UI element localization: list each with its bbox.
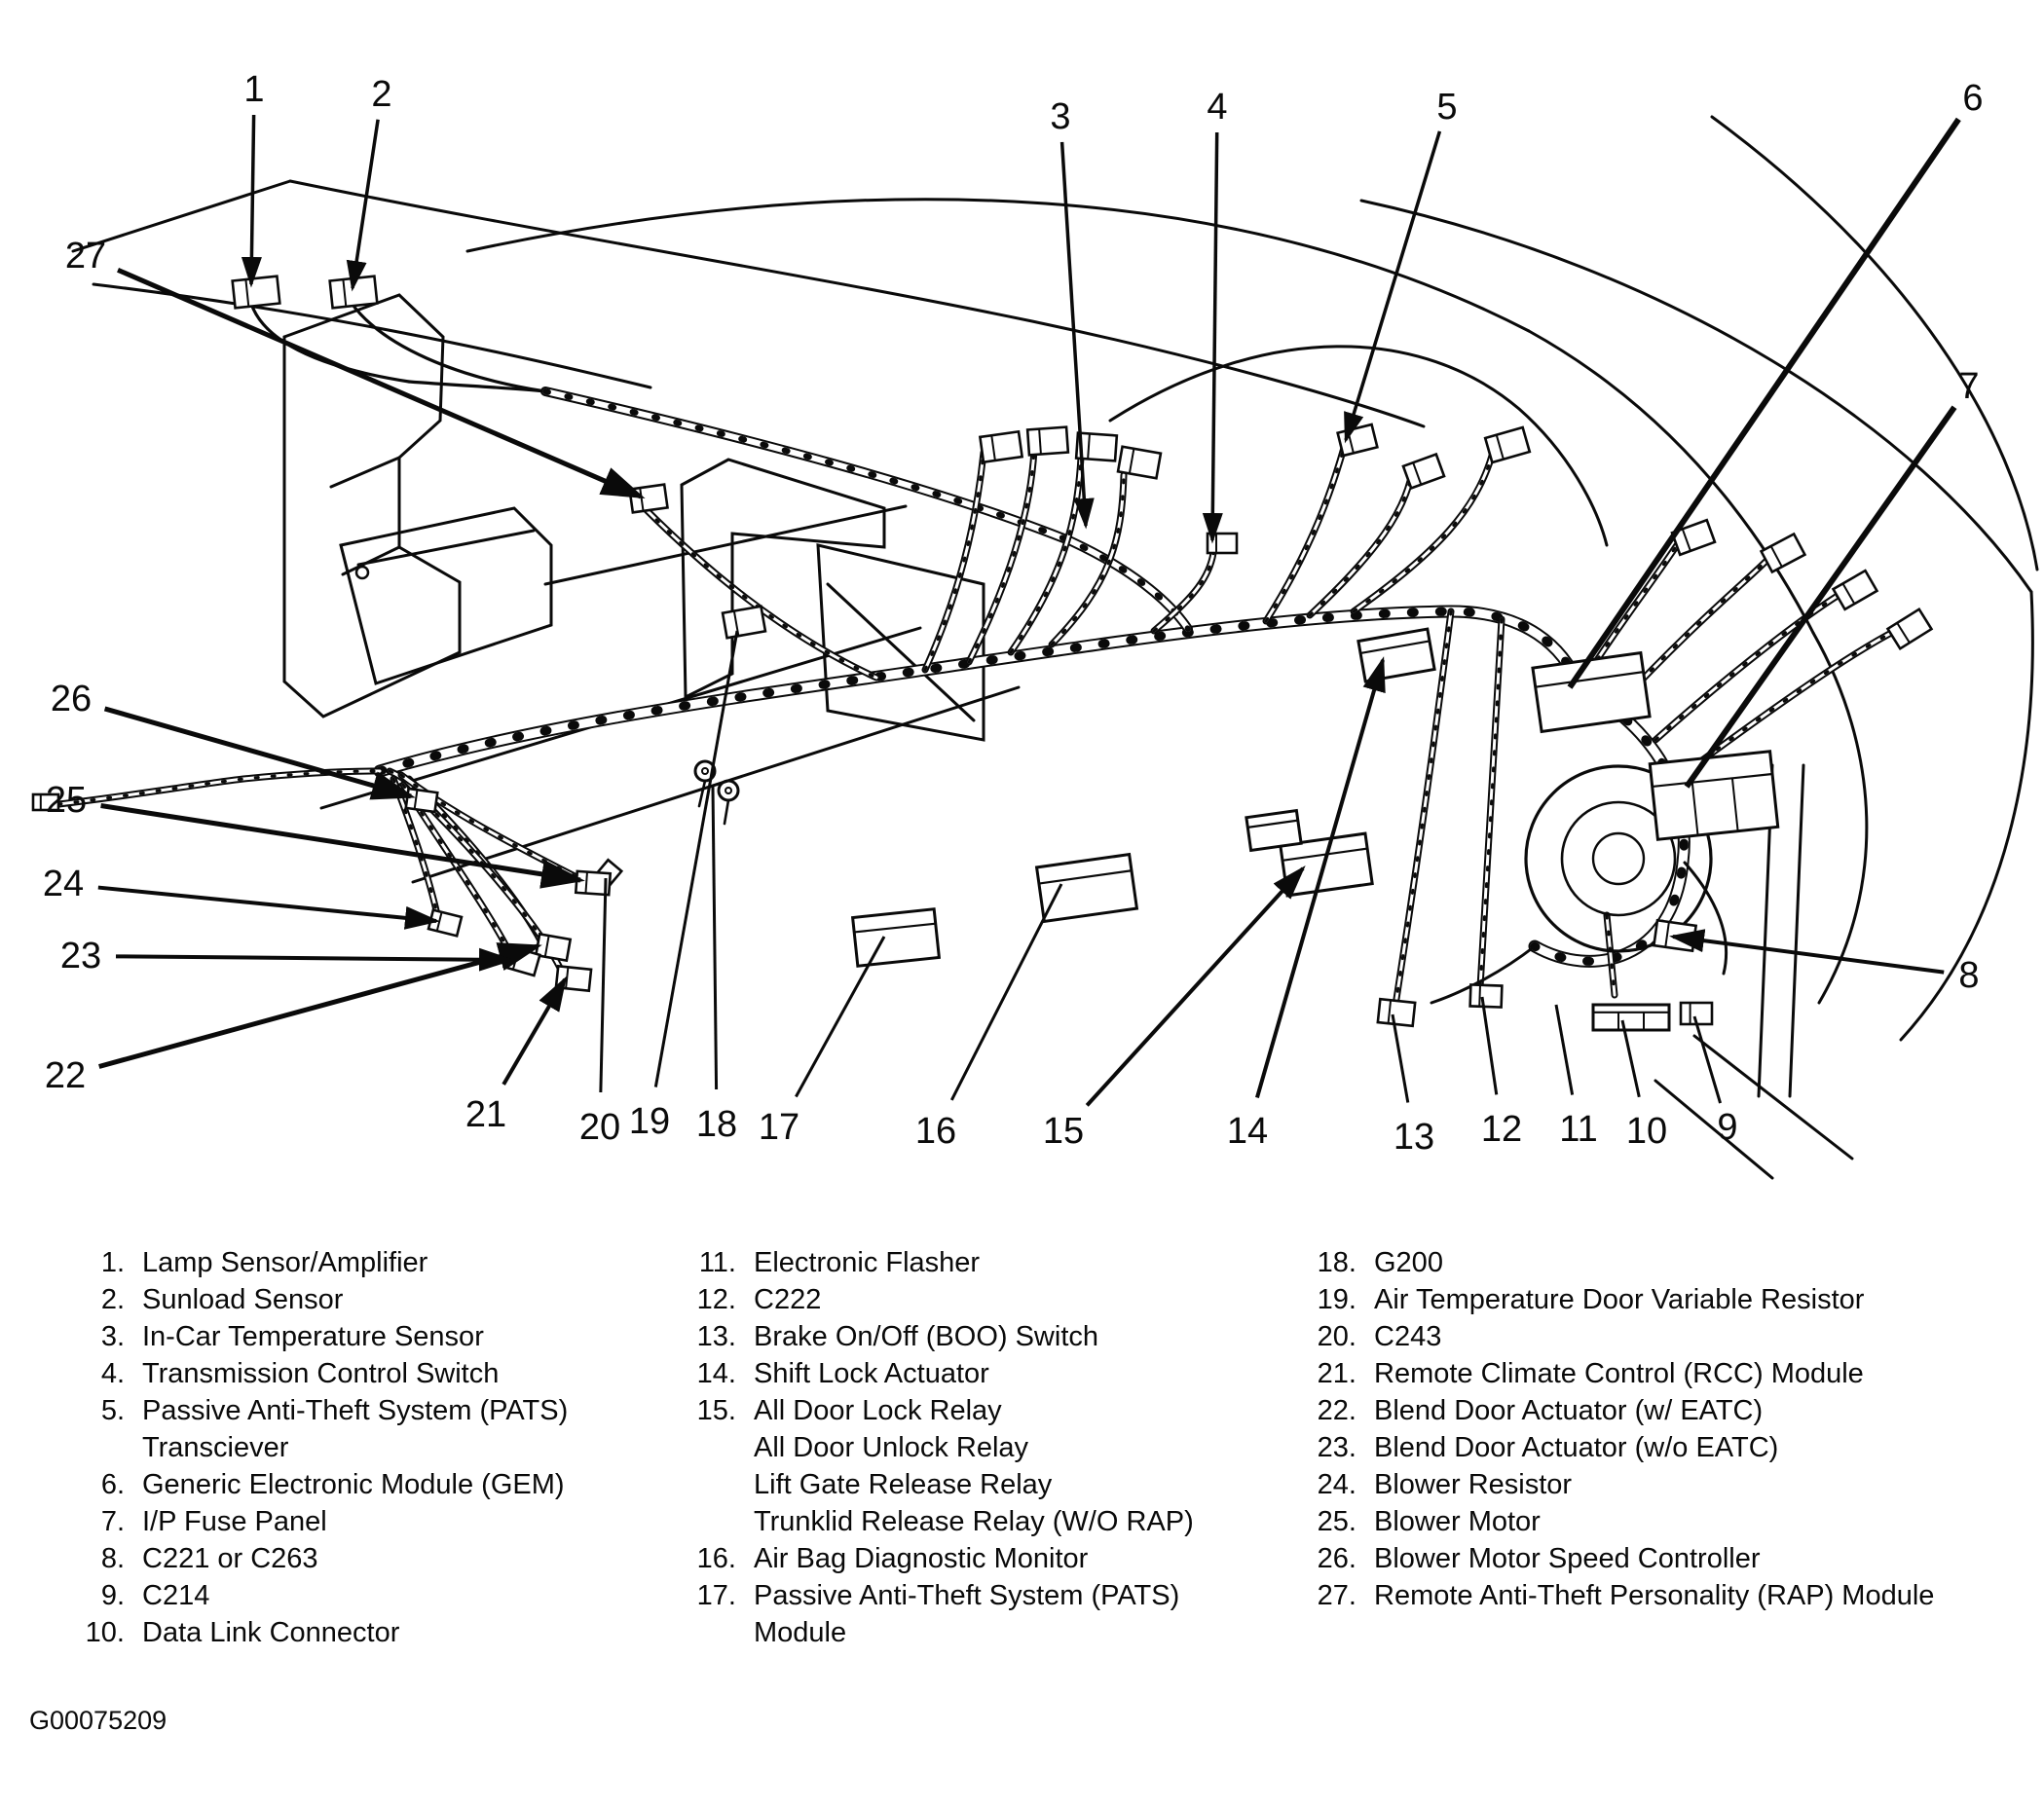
callout-leader-13 xyxy=(1393,1014,1408,1103)
legend-item-label: G200 xyxy=(1374,1247,1443,1278)
legend-item-cont xyxy=(672,1429,1276,1466)
blower-resistor-connector xyxy=(428,910,462,937)
legend-item-19 xyxy=(1290,1281,2030,1318)
legend-item-label: Generic Electronic Module (GEM) xyxy=(142,1469,565,1500)
legend-item-21 xyxy=(1290,1355,2030,1392)
legend-item-number: 1. xyxy=(100,1247,125,1278)
legend-item-label: All Door Unlock Relay xyxy=(754,1432,1029,1463)
legend-item-label: Blower Motor Speed Controller xyxy=(1374,1543,1761,1574)
legend-item-number: 23. xyxy=(1317,1432,1356,1463)
legend-item-number xyxy=(672,1466,736,1503)
callout-number-7: 7 xyxy=(1958,366,1980,407)
data-link-connector xyxy=(1593,1005,1669,1030)
legend-item-number: 26. xyxy=(1317,1543,1356,1574)
legend-item-number xyxy=(68,1429,125,1466)
callout-leader-3 xyxy=(1062,142,1086,526)
callout-leader-1 xyxy=(251,115,254,284)
legend-item-number: 9. xyxy=(100,1580,125,1611)
legend-item-25 xyxy=(1290,1503,2030,1540)
legend-item-cont xyxy=(672,1614,1276,1651)
legend-item-3 xyxy=(68,1318,652,1355)
callout-layer xyxy=(43,69,1984,1158)
legend-item-number: 4. xyxy=(100,1358,125,1389)
legend-item-label: Module xyxy=(754,1617,847,1648)
legend-item-number: 10. xyxy=(85,1617,125,1648)
lamp-sensor-amplifier xyxy=(233,276,280,309)
legend-item-number: 19. xyxy=(1317,1284,1356,1315)
callout-number-11: 11 xyxy=(1559,1109,1598,1150)
legend-item-label: Blower Motor xyxy=(1374,1506,1541,1537)
legend-item-22 xyxy=(1290,1392,2030,1429)
legend-item-26 xyxy=(1290,1540,2030,1577)
rap-module-connector xyxy=(630,485,668,513)
legend-item-23 xyxy=(1290,1429,2030,1466)
connector xyxy=(980,431,1022,461)
connector xyxy=(1834,571,1877,609)
air-bag-diagnostic-monitor xyxy=(1037,855,1137,922)
callout-number-25: 25 xyxy=(45,780,88,821)
legend-item-label: Passive Anti-Theft System (PATS) xyxy=(142,1395,569,1426)
callout-leader-18 xyxy=(713,787,717,1089)
legend-item-6 xyxy=(68,1466,652,1503)
legend-item-15 xyxy=(672,1392,1276,1429)
connector xyxy=(1027,427,1068,456)
callout-number-2: 2 xyxy=(371,74,392,115)
legend-item-number: 25. xyxy=(1317,1506,1356,1537)
callout-leader-6 xyxy=(1570,119,1958,687)
legend-column-1 xyxy=(68,1244,652,1651)
legend-item-label: C214 xyxy=(142,1580,210,1611)
legend-column-3 xyxy=(1290,1244,2030,1614)
legend-item-number: 12. xyxy=(696,1284,736,1315)
legend-item-9 xyxy=(68,1577,652,1614)
blend-door-actuator-eatc xyxy=(536,934,570,960)
callout-leader-26 xyxy=(105,709,411,796)
legend-item-number xyxy=(672,1614,736,1651)
callout-number-19: 19 xyxy=(628,1101,671,1142)
callout-number-15: 15 xyxy=(1042,1111,1085,1152)
figure-id-label: G00075209 xyxy=(29,1706,167,1735)
connector xyxy=(1485,427,1530,462)
callout-number-22: 22 xyxy=(44,1055,87,1096)
legend-item-cont xyxy=(672,1466,1276,1503)
legend-item-number: 6. xyxy=(100,1469,125,1500)
legend-item-label: Brake On/Off (BOO) Switch xyxy=(754,1321,1099,1352)
callout-number-13: 13 xyxy=(1393,1117,1435,1158)
legend-item-number: 5. xyxy=(100,1395,125,1426)
legend-item-cont xyxy=(68,1429,652,1466)
callout-number-12: 12 xyxy=(1480,1109,1523,1150)
connector xyxy=(1762,534,1805,571)
callout-number-10: 10 xyxy=(1625,1111,1668,1152)
legend-item-label: Passive Anti-Theft System (PATS) xyxy=(754,1580,1180,1611)
legend-item-27 xyxy=(1290,1577,2030,1614)
callout-number-14: 14 xyxy=(1226,1111,1269,1152)
legend-item-label: Trunklid Release Relay (W/O RAP) xyxy=(754,1506,1194,1537)
legend-item-number: 18. xyxy=(1317,1247,1356,1278)
legend-item-label: Transciever xyxy=(142,1432,289,1463)
legend-item-20 xyxy=(1290,1318,2030,1355)
legend-item-label: Electronic Flasher xyxy=(754,1247,981,1278)
shift-lock-actuator xyxy=(1358,629,1434,681)
callout-number-6: 6 xyxy=(1962,78,1984,119)
legend-item-8 xyxy=(68,1540,652,1577)
legend-item-label: Remote Climate Control (RCC) Module xyxy=(1374,1358,1864,1389)
callout-number-21: 21 xyxy=(465,1094,507,1135)
callout-number-24: 24 xyxy=(42,864,85,904)
legend-item-label: In-Car Temperature Sensor xyxy=(142,1321,484,1352)
legend-item-number: 15. xyxy=(696,1395,736,1426)
legend-item-4 xyxy=(68,1355,652,1392)
callout-number-8: 8 xyxy=(1958,955,1980,996)
ip-fuse-panel xyxy=(1650,752,1777,840)
callout-number-4: 4 xyxy=(1207,87,1228,128)
legend-item-number xyxy=(672,1429,736,1466)
legend-item-number: 11. xyxy=(698,1247,736,1278)
callout-leader-22 xyxy=(99,946,538,1066)
legend-item-number: 22. xyxy=(1317,1395,1356,1426)
legend-item-14 xyxy=(672,1355,1276,1392)
pats-transceiver-connector xyxy=(1338,424,1378,456)
connector xyxy=(1403,455,1444,489)
legend-item-label: I/P Fuse Panel xyxy=(142,1506,327,1537)
legend-item-label: Air Temperature Door Variable Resistor xyxy=(1374,1284,1865,1315)
legend-item-label: Sunload Sensor xyxy=(142,1284,344,1315)
callout-leader-27 xyxy=(118,270,641,497)
legend-item-7 xyxy=(68,1503,652,1540)
callout-leader-17 xyxy=(796,937,884,1096)
legend-item-11 xyxy=(672,1244,1276,1281)
legend-item-number: 21. xyxy=(1317,1358,1356,1389)
legend-item-18 xyxy=(1290,1244,2030,1281)
legend-column-2 xyxy=(672,1244,1276,1651)
callout-leader-20 xyxy=(601,878,606,1092)
callout-leader-24 xyxy=(98,888,436,921)
legend-item-label: All Door Lock Relay xyxy=(754,1395,1002,1426)
callout-number-17: 17 xyxy=(758,1107,800,1148)
legend-item-label: Lift Gate Release Relay xyxy=(754,1469,1053,1500)
legend-item-12 xyxy=(672,1281,1276,1318)
callout-leader-16 xyxy=(951,884,1061,1100)
c222-connector xyxy=(1470,984,1503,1007)
connector xyxy=(1888,609,1932,648)
callout-number-27: 27 xyxy=(64,236,107,276)
legend-item-label: Transmission Control Switch xyxy=(142,1358,500,1389)
legend-item-13 xyxy=(672,1318,1276,1355)
callout-leader-21 xyxy=(503,979,565,1085)
legend-item-label: Blend Door Actuator (w/o EATC) xyxy=(1374,1432,1779,1463)
legend-item-10 xyxy=(68,1614,652,1651)
legend-item-label: Lamp Sensor/Amplifier xyxy=(142,1247,428,1278)
callout-leader-12 xyxy=(1482,997,1497,1094)
callout-number-16: 16 xyxy=(914,1111,957,1152)
legend-item-cont xyxy=(672,1503,1276,1540)
callout-leader-4 xyxy=(1212,132,1217,540)
legend-item-number: 13. xyxy=(696,1321,736,1352)
legend-item-number: 24. xyxy=(1317,1469,1356,1500)
callout-number-18: 18 xyxy=(695,1104,738,1145)
legend-item-5 xyxy=(68,1392,652,1429)
callout-number-5: 5 xyxy=(1436,87,1458,128)
callout-leader-2 xyxy=(353,120,378,288)
connector xyxy=(1118,447,1161,479)
legend-item-label: C221 or C263 xyxy=(142,1543,318,1574)
callout-number-1: 1 xyxy=(243,69,265,110)
gem-module xyxy=(1533,653,1650,732)
legend-item-number: 3. xyxy=(100,1321,125,1352)
legend-item-number: 27. xyxy=(1317,1580,1356,1611)
legend-item-24 xyxy=(1290,1466,2030,1503)
legend-item-label: Blower Resistor xyxy=(1374,1469,1573,1500)
legend-item-2 xyxy=(68,1281,652,1318)
door-unlock-relay xyxy=(1246,811,1301,851)
callout-leader-11 xyxy=(1556,1005,1573,1095)
legend-item-label: C243 xyxy=(1374,1321,1442,1352)
dashboard-harness-artwork xyxy=(33,117,2037,1178)
legend-item-number: 16. xyxy=(696,1543,736,1574)
legend-item-label: Shift Lock Actuator xyxy=(754,1358,989,1389)
callout-number-26: 26 xyxy=(50,679,93,719)
legend-item-label: Air Bag Diagnostic Monitor xyxy=(754,1543,1089,1574)
legend-item-17 xyxy=(672,1577,1276,1614)
callout-number-23: 23 xyxy=(59,936,102,976)
callout-leader-10 xyxy=(1622,1020,1639,1097)
legend-item-label: C222 xyxy=(754,1284,822,1315)
legend-item-label: Remote Anti-Theft Personality (RAP) Module xyxy=(1374,1580,1935,1611)
legend-item-1 xyxy=(68,1244,652,1281)
legend-item-number: 14. xyxy=(696,1358,736,1389)
g200-eyelet xyxy=(719,781,738,800)
legend-item-number: 20. xyxy=(1317,1321,1356,1352)
callout-number-20: 20 xyxy=(578,1107,621,1148)
legend-item-number: 2. xyxy=(100,1284,125,1315)
legend-item-number: 8. xyxy=(100,1543,125,1574)
callout-leader-9 xyxy=(1694,1016,1721,1103)
pats-module xyxy=(853,909,940,967)
legend-item-number: 17. xyxy=(696,1580,736,1611)
callout-leader-23 xyxy=(116,956,510,960)
boo-switch-connector xyxy=(1378,999,1415,1026)
blower-speed-controller-connector xyxy=(406,789,437,812)
air-temp-door-resistor xyxy=(723,607,765,639)
callout-number-9: 9 xyxy=(1717,1107,1738,1148)
legend-item-16 xyxy=(672,1540,1276,1577)
legend-item-number xyxy=(672,1503,736,1540)
legend-item-label: Data Link Connector xyxy=(142,1617,400,1648)
legend-item-number: 7. xyxy=(100,1506,125,1537)
legend-item-label: Blend Door Actuator (w/ EATC) xyxy=(1374,1395,1764,1426)
callout-number-3: 3 xyxy=(1050,96,1071,137)
callout-leader-8 xyxy=(1673,937,1944,973)
